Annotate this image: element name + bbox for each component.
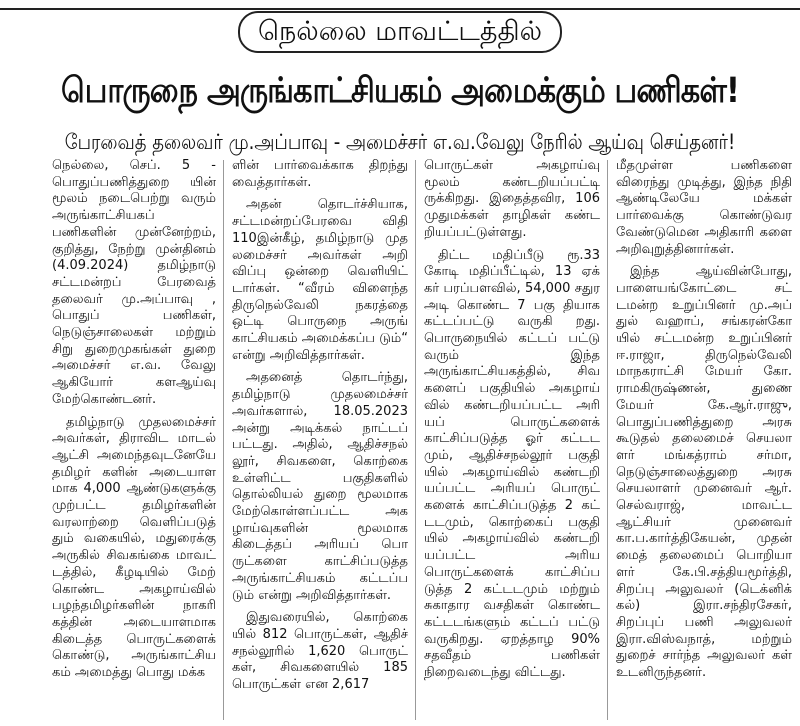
paragraph: மீதமுள்ள பணிகளை விரைந்து முடித்து, இந்த நிதி ஆண்டிலேயே மக்கள் பார்வைக்கு கொண்டுவர வேண்டுமென அதிகாரி களை அறிவுறுத்தினார்கள்.	[616, 158, 792, 257]
paragraph: இதுவரையில், கொற்கை யில் 812 பொருட்கள், ஆதிச் சநல்லூரில் 1,620 பொருட் கள், சிவகளையில் 185 பொருட்கள் என 2,617	[232, 610, 408, 693]
subheadline: பேரவைத் தலைவர் மு.அப்பாவு - அமைச்சர் எ.வ.வேலு நேரில் ஆய்வு செய்தனர்!	[64, 130, 736, 154]
paragraph: ளின் பார்வைக்காக திறந்து வைத்தார்கள்.	[232, 158, 408, 190]
paragraph: இந்த ஆய்வின்போது, பாளையங்கோட்டை சட் டமன்ற உறுப்பினர் மு.அப் துல் வஹாப், சங்கரன்கோ யில் சட்டமன்ற உறுப்பினர் ஈ.ராஜா, திருநெல்வேலி மாநகராட்சி மேயர் கோ. ராமகிருஷ்ணன், துணை மேயர் கே.ஆர்.ராஜு, பொதுப்பணித்துறை அரசு கூடுதல் தலைமைச் செயலா ளர் மங்கத்ராம் சர்மா, நெடுஞ்சாலைத்துறை அரசு செயலாளர் முனைவர் ஆர். செல்வராஜ், மாவட்ட ஆட்சியர் முனைவர் கா.ப.கார்த்திகேயன், முதன் மைத் தலைமைப் பொறியா ளர் கே.பி.சத்தியமூர்த்தி, சிறப்பு அலுவலர் (டெக்னிக் கல்) இரா.சந்திரசேகர், சிறப்புப் பணி அலுவலர் இரா.விஸ்வநாத், மற்றும் துறைச் சார்ந்த அலுவலர் கள் உடனிருந்தனர்.	[616, 264, 792, 681]
paragraph: தமிழ்நாடு முதலமைச்சர் அவர்கள், திராவிட மாடல் ஆட்சி அமைந்தவுடனேயே தமிழர் களின் அடையாள மாக 4,000 ஆண்டுகளுக்கு முற்பட்ட தமிழர்களின் வரலாற்றை வெளிப்படுத் தும் வகையில், மதுரைக்கு அருகில் சிவகங்கை மாவட் டத்தில், கீழடியில் மேற் கொண்ட அகழாய்வில் பழந்தமிழர்களின் நாகரி கத்தின் அடையாளமாக கிடைத்த பொருட்களைக் கொண்டு, அருங்காட்சிய கம் அமைத்து பொது மக்க	[52, 414, 216, 681]
headline: பொருநை அருங்காட்சியகம் அமைக்கும் பணிகள்!	[60, 71, 740, 111]
article-column-4	[616, 158, 792, 726]
paragraph: நெல்லை, செப். 5 - பொதுப்பணித்துறை யின் மூலம் நடைபெற்று வரும் அருங்காட்சியகப் பணிகளின் முன்னேற்றம், குறித்து, நேற்று முன்தினம் (4.09.2024) தமிழ்நாடு சட்டமன்றப் பேரவைத் தலைவர் மு.அப்பாவு , பொதுப் பணிகள், நெடுஞ்சாலைகள் மற்றும் சிறு துறைமுகங்கள் துறை அமைச்சர் எ.வ. வேலு ஆகியோர் களஆய்வு மேற்கொண்டனர்.	[52, 158, 216, 407]
article-column-1	[52, 158, 216, 726]
column-divider	[607, 160, 608, 720]
kicker-label: நெல்லை மாவட்டத்தில்	[238, 11, 562, 53]
article-column-2	[232, 158, 408, 726]
paragraph: அதன் தொடர்ச்சியாக, சட்டமன்றப்பேரவை விதி 110இன்கீழ், தமிழ்நாடு முத லமைச்சர் அவர்கள் அறி விப்பு ஒன்றை வெளியிட் டார்கள். “வீரம் விளைந்த திருநெல்வேலி நகரத்தை ஒட்டி பொருநை அருங் காட்சியகம் அமைக்கப்ப டும்“ என்று அறிவித்தார்கள்.	[232, 197, 408, 363]
article-body	[52, 158, 796, 726]
paragraph: அதனைத் தொடர்ந்து, தமிழ்நாடு முதலமைச்சர் அவர்களால், 18.05.2023 அன்று அடிக்கல் நாட்டப் பட்டது. அதில், ஆதிச்சநல் லூர், சிவகளை, கொற்கை உள்ளிட்ட பகுதிகளில் தொல்லியல் துறை மூலமாக மேற்கொள்ளப்பட்ட அக ழாய்வுகளின் மூலமாக கிடைத்தப் அரியப் பொ ருட்களை காட்சிப்படுத்த அருங்காட்சியகம் கட்டப்ப டும் என்று அறிவித்தார்கள்.	[232, 370, 408, 603]
article-column-3	[424, 158, 600, 726]
paragraph: பொருட்கள் அகழாய்வு மூலம் கண்டறியப்பட்டி ருக்கிறது. இதைத்தவிர, 106 முதுமக்கள் தாழிகள் கண்ட றியப்பட்டுள்ளது.	[424, 158, 600, 240]
kicker-area	[0, 8, 800, 54]
column-divider	[415, 160, 416, 720]
paragraph: திட்ட மதிப்பீடு ரூ.33 கோடி மதிப்பீட்டில், 13 ஏக் கர் பரப்பளவில், 54,000 சதுர அடி கொண்ட 7 பகு தியாக கட்டப்பட்டு வருகி றது. பொருநையில் கட்டப் பட்டு வரும் இந்த அருங்காட்சியகத்தில், சிவ களைப் பகுதியில் அகழாய் வில் கண்டறியப்பட்ட அரி யப் பொருட்களைக் காட்சிப்படுத்த ஓர் கட்டட மும், ஆதிச்சநல்லூர் பகுதி யில் அகழாய்வில் கண்டறி யப்பட்ட அரியப் பொருட் களைக் காட்சிப்படுத்த 2 கட் டடமும், கொற்கைப் பகுதி யில் அகழாய்வில் கண்டறி யப்பட்ட அரிய பொருட்களைக் காட்சிப்ப டுத்த 2 கட்டடமும் மற்றும் சுகாதார வசதிகள் கொண்ட கட்டடங்களும் கட்டப் பட்டு வருகிறது. ஏறத்தாழ 90% சதவீதம் பணிகள் நிறைவடைந்து விட்டது.	[424, 247, 600, 681]
column-divider	[223, 160, 224, 720]
